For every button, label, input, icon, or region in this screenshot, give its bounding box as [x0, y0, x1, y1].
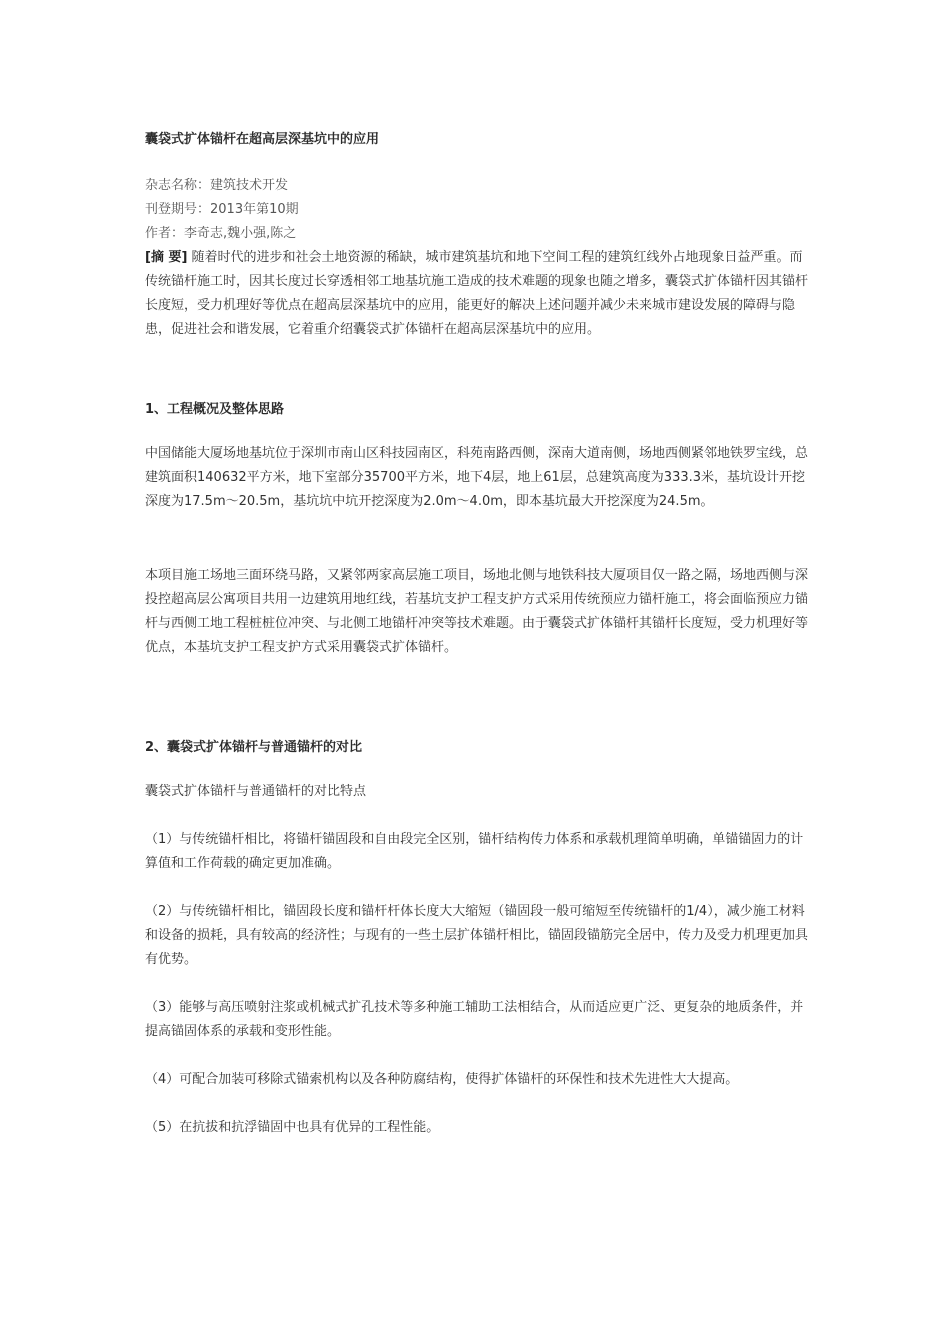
section-1-paragraph-2: 本项目施工场地三面环绕马路，又紧邻两家高层施工项目，场地北侧与地铁科技大厦项目仅一路之隔，场地西侧与深投控超高层公寓项目共用一边建筑用地红线，若基坑支护工程支护方式采用传统预应力锚杆施工，将会面临预应力锚杆与西侧工地工程桩桩位冲突、与北侧工地锚杆冲突等技术难题。由于囊袋式扩体锚杆其锚杆长度短，受力机理好等优点，本基坑支护工程支护方式采用囊袋式扩体锚杆。: [145, 568, 809, 655]
section-1-heading: 1、工程概况及整体思路: [145, 402, 285, 417]
journal-name: 杂志名称：建筑技术开发: [145, 178, 289, 193]
list-item: （5）在抗拔和抗浮锚固中也具有优异的工程性能。: [145, 1120, 440, 1135]
list-item: （1）与传统锚杆相比，将锚杆锚固段和自由段完全区别，锚杆结构传力体系和承载机理简单明确，单锚锚固力的计算值和工作荷载的确定更加准确。: [145, 832, 804, 871]
list-item: （2）与传统锚杆相比，锚固段长度和锚杆杆体长度大大缩短（锚固段一般可缩短至传统锚杆的1/4），减少施工材料和设备的损耗，具有较高的经济性；与现有的一些土层扩体锚杆相比，锚固段锚筋完全居中，传力及受力机理更加具有优势。: [145, 904, 809, 967]
section-2-intro: 囊袋式扩体锚杆与普通锚杆的对比特点: [145, 784, 367, 799]
article-title: 囊袋式扩体锚杆在超高层深基坑中的应用: [145, 132, 380, 147]
list-item: （4）可配合加装可移除式锚索机构以及各种防腐结构，使得扩体锚杆的环保性和技术先进性大大提高。: [145, 1072, 739, 1087]
section-1-paragraph-1: 中国储能大厦场地基坑位于深圳市南山区科技园南区，科苑南路西侧，深南大道南侧，场地西侧紧邻地铁罗宝线，总建筑面积140632平方米，地下室部分35700平方米，地下4层，地上61层，总建筑高度为333.3米，基坑设计开挖深度为17.5m～20.5m，基坑坑中坑开挖深度为2.0m～4.0m，即本基坑最大开挖深度为24.5m。: [145, 446, 809, 509]
abstract-paragraph: [145, 246, 809, 342]
authors: 作者：李奇志,魏小强,陈之: [145, 226, 297, 241]
abstract-text: 随着时代的进步和社会土地资源的稀缺，城市建筑基坑和地下空间工程的建筑红线外占地现象日益严重。而传统锚杆施工时，因其长度过长穿透相邻工地基坑施工造成的技术难题的现象也随之增多，囊袋式扩体锚杆因其锚杆长度短，受力机理好等优点在超高层深基坑中的应用，能更好的解决上述问题并减少未来城市建设发展的障碍与隐患，促进社会和谐发展，它着重介绍囊袋式扩体锚杆在超高层深基坑中的应用。: [145, 250, 809, 337]
abstract-label: [摘 要]: [145, 250, 188, 265]
list-item: （3）能够与高压喷射注浆或机械式扩孔技术等多种施工辅助工法相结合，从而适应更广泛、更复杂的地质条件，并提高锚固体系的承载和变形性能。: [145, 1000, 804, 1039]
section-2-heading: 2、囊袋式扩体锚杆与普通锚杆的对比: [145, 740, 363, 755]
issue-number: 刊登期号：2013年第10期: [145, 202, 299, 217]
